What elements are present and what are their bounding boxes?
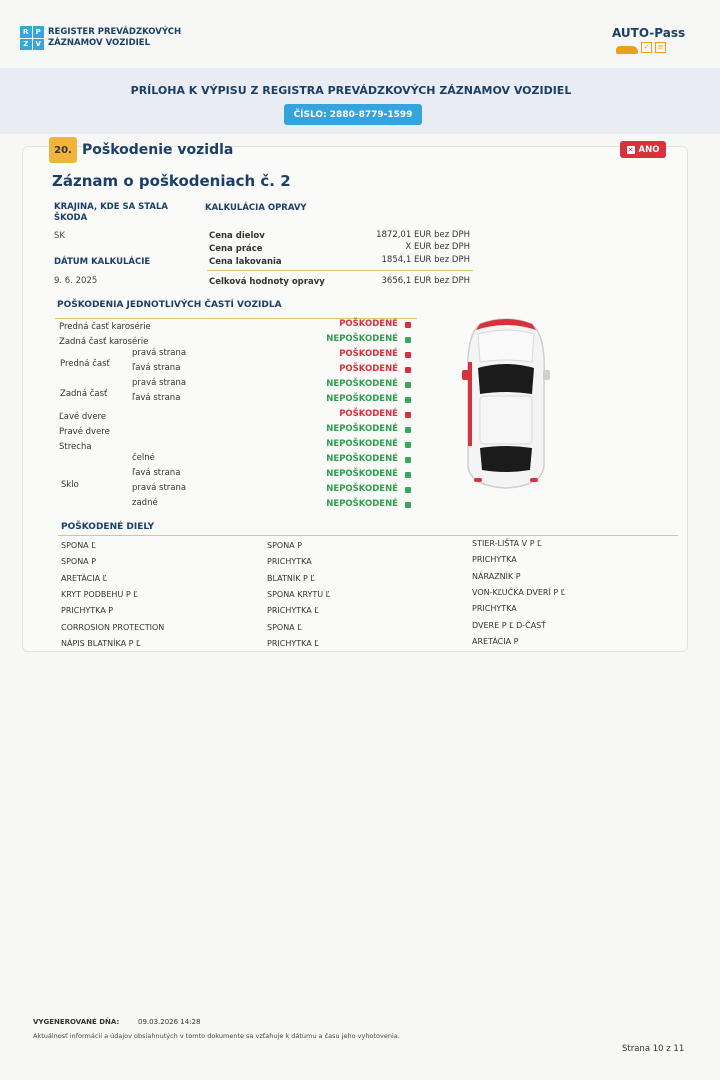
logo-letter: P <box>33 26 45 38</box>
calc-total-value: 3656,1 EUR bez DPH <box>381 276 470 286</box>
undamaged-marker-icon <box>405 487 411 493</box>
undamaged-marker-icon <box>405 427 411 433</box>
damaged-marker-icon <box>405 367 411 373</box>
damaged-part-cell: SPONA Ľ <box>267 622 302 632</box>
status-badge-label: ANO <box>638 144 660 155</box>
generated-value: 09.03.2026 14:28 <box>138 1018 201 1026</box>
footer-note: Aktuálnosť informácií a údajov obsiahnutých v tomto dokumente sa vzťahuje k dátumu a času jeho vyhotovenia. <box>33 1032 400 1040</box>
undamaged-marker-icon <box>405 337 411 343</box>
damage-status: POŠKODENÉ <box>339 319 398 329</box>
logo-letter: V <box>33 39 45 51</box>
logo-line-2: ZÁZNAMOV VOZIDIEL <box>48 38 151 48</box>
damaged-part-cell: STIER-LIŠTA V P Ľ <box>472 539 542 548</box>
damaged-part-cell: PRICHYTKA <box>472 604 517 614</box>
section-title: Poškodenie vozidla <box>82 142 234 158</box>
damage-subpart-label: ľavá strana <box>132 363 181 373</box>
damage-heading: POŠKODENIA JEDNOTLIVÝCH ČASTÍ VOZIDLA <box>57 300 282 310</box>
calc-heading: KALKULÁCIA OPRAVY <box>205 203 307 213</box>
section-number: 20. <box>49 137 77 163</box>
autopass-logo-icons <box>616 42 666 54</box>
undamaged-marker-icon <box>405 442 411 448</box>
undamaged-marker-icon <box>405 397 411 403</box>
damaged-part-cell: VON-KĽUČKA DVERÍ P Ľ <box>472 587 566 597</box>
rpzv-logo <box>20 26 44 50</box>
status-badge <box>620 141 666 158</box>
autopass-brand: AUTO-Pass <box>612 26 686 40</box>
damage-status: POŠKODENÉ <box>339 349 398 359</box>
logo-line-1: REGISTER PREVÁDZKOVÝCH <box>48 27 182 37</box>
damage-status: NEPOŠKODENÉ <box>326 469 398 479</box>
car-top-view-icon <box>460 316 552 492</box>
logo-text <box>48 27 181 49</box>
damage-status: NEPOŠKODENÉ <box>326 424 398 434</box>
damaged-marker-icon <box>405 412 411 418</box>
damaged-part-cell: PRICHYTKA P <box>61 606 114 616</box>
damaged-part-cell: ARETÁCIA P <box>472 636 519 646</box>
calc-total-label: Celková hodnoty opravy <box>209 277 325 287</box>
car-icon <box>616 46 638 54</box>
damage-part-label: Zadná časť karosérie <box>59 337 149 347</box>
damaged-part-cell: NÁRAZNÍK P <box>472 571 521 581</box>
damaged-part-cell: PRICHYTKA Ľ <box>267 638 319 648</box>
damage-status: NEPOŠKODENÉ <box>326 439 398 449</box>
damage-subpart-label: pravá strana <box>132 378 187 388</box>
logo-letter: R <box>20 26 32 38</box>
document-title: PRÍLOHA K VÝPISU Z REGISTRA PREVÁDZKOVÝCH ZÁZNAMOV VOZIDIEL <box>130 84 572 97</box>
damaged-part-cell: NÁPIS BLATNÍKA P Ľ <box>61 638 141 648</box>
damage-status: POŠKODENÉ <box>339 364 398 374</box>
divider <box>58 535 678 536</box>
document-icon: ≡ <box>655 42 666 53</box>
generated-label: VYGENEROVANÉ DŇA: <box>33 1018 120 1026</box>
parts-heading: POŠKODENÉ DIELY <box>61 522 155 532</box>
country-label: KRAJINA, KDE SA STALA ŠKODA <box>54 202 168 223</box>
calc-row-label: Cena lakovania <box>209 257 282 267</box>
damage-subpart-label: zadné <box>132 498 158 508</box>
group-label: Predná časť <box>60 359 110 369</box>
damage-part-label: Pravé dvere <box>59 427 110 437</box>
damaged-part-cell: BLATNÍK P Ľ <box>267 573 315 583</box>
damaged-marker-icon <box>405 352 411 358</box>
damage-part-label: Predná časť karosérie <box>59 322 151 332</box>
damaged-part-cell: PRICHYTKA <box>267 557 312 567</box>
damage-part-label: Strecha <box>59 442 92 452</box>
calc-row-value: 1854,1 EUR bez DPH <box>381 255 470 265</box>
damaged-part-cell: CORROSION PROTECTION <box>61 622 165 632</box>
damage-subpart-label: ľavá strana <box>132 393 181 403</box>
damage-status: NEPOŠKODENÉ <box>326 379 398 389</box>
page-header <box>0 0 720 66</box>
page-number: Strana 10 z 11 <box>622 1044 685 1054</box>
damage-status: NEPOŠKODENÉ <box>326 334 398 344</box>
damage-status: NEPOŠKODENÉ <box>326 484 398 494</box>
undamaged-marker-icon <box>405 382 411 388</box>
calc-row-value: 1872,01 EUR bez DPH <box>376 230 470 240</box>
damaged-marker-icon <box>405 322 411 328</box>
undamaged-marker-icon <box>405 472 411 478</box>
damage-status: NEPOŠKODENÉ <box>326 499 398 509</box>
divider <box>207 270 473 271</box>
group-label: Sklo <box>61 480 79 490</box>
damaged-part-cell: PRICHYTKA <box>472 555 517 565</box>
damaged-part-cell: SPONA P <box>267 541 303 550</box>
calc-row-value: X EUR bez DPH <box>405 242 470 252</box>
undamaged-marker-icon <box>405 457 411 463</box>
date-value: 9. 6. 2025 <box>54 276 98 286</box>
damaged-part-cell: SPONA KRYTU Ľ <box>267 589 331 599</box>
group-label: Zadná časť <box>60 389 108 399</box>
damage-part-label: Ľavé dvere <box>59 412 107 422</box>
damage-subpart-label: čelné <box>132 453 155 463</box>
calc-row-label: Cena práce <box>209 244 263 254</box>
logo-letter: Z <box>20 39 32 51</box>
date-label: DÁTUM KALKULÁCIE <box>54 257 151 267</box>
document-number-badge: ČÍSLO: 2880-8779-1599 <box>284 104 422 125</box>
damaged-part-cell: KRYT PODBEHU P Ľ <box>61 589 138 599</box>
damage-status: NEPOŠKODENÉ <box>326 454 398 464</box>
damaged-part-cell: DVERE P Ľ D-ČASŤ <box>472 620 547 630</box>
undamaged-marker-icon <box>405 502 411 508</box>
damaged-part-cell: SPONA Ľ <box>61 541 96 550</box>
damage-subpart-label: pravá strana <box>132 348 187 358</box>
damaged-part-cell: ARETÁCIA Ľ <box>61 573 108 583</box>
record-title: Záznam o poškodeniach č. 2 <box>52 172 291 190</box>
damaged-part-cell: SPONA P <box>61 557 97 567</box>
damage-subpart-label: pravá strana <box>132 483 187 493</box>
country-value: SK <box>54 231 65 241</box>
calc-row-label: Cena dielov <box>209 231 265 241</box>
damage-status: POŠKODENÉ <box>339 409 398 419</box>
car-diagram <box>460 316 552 492</box>
damage-subpart-label: ľavá strana <box>132 468 181 478</box>
check-icon: ✓ <box>641 42 652 53</box>
damage-status: NEPOŠKODENÉ <box>326 394 398 404</box>
damaged-part-cell: PRICHYTKA Ľ <box>267 606 319 616</box>
x-icon: ✕ <box>627 145 634 154</box>
